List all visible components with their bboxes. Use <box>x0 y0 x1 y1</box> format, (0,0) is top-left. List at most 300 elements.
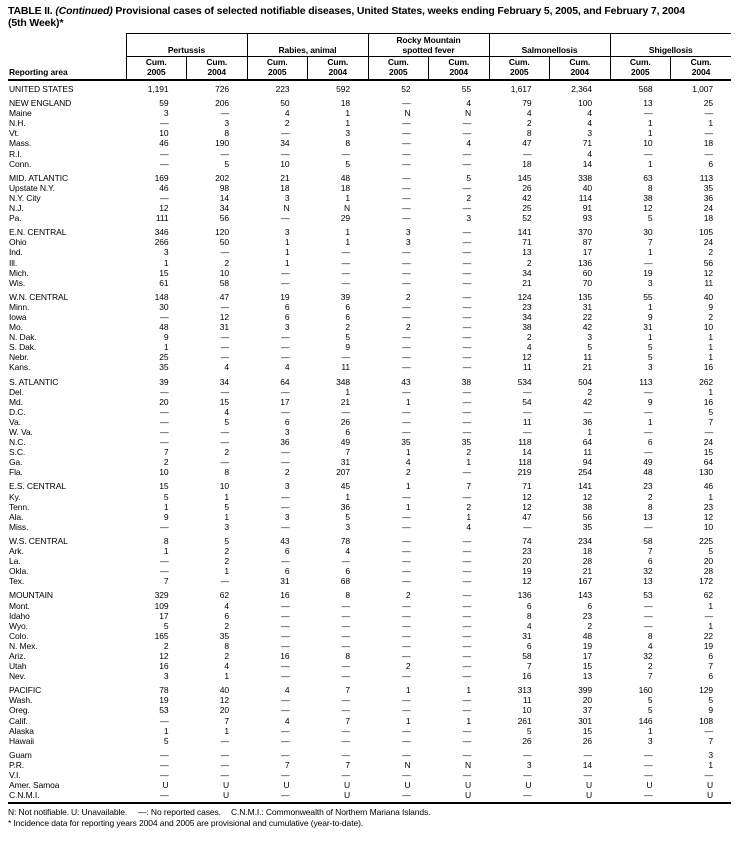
column-header-cum-2004: Cum. 2004 <box>308 57 369 81</box>
value-cell: — <box>281 277 290 288</box>
table-label: TABLE II. <box>8 5 53 17</box>
value-cell: — <box>462 620 472 631</box>
value-cell: — <box>462 158 472 169</box>
column-group-salmonellosis <box>489 34 610 57</box>
value-cell: 124 <box>517 291 532 302</box>
value-cell: 2 <box>405 590 411 601</box>
reporting-area-cell: S.C. <box>9 447 26 458</box>
value-cell: 20 <box>219 705 229 716</box>
value-cell: 60 <box>582 267 593 278</box>
value-cell: 62 <box>703 590 714 601</box>
value-cell: 6 <box>708 158 714 169</box>
value-cell: 71 <box>582 138 593 149</box>
value-cell: 26 <box>340 416 351 427</box>
value-cell: 225 <box>699 535 714 546</box>
value-cell: — <box>462 535 472 546</box>
value-cell: 7 <box>345 759 351 770</box>
value-cell: 35 <box>401 437 411 448</box>
value-cell: 313 <box>517 685 532 696</box>
value-cell: 1 <box>708 342 714 353</box>
value-cell: 5 <box>647 213 653 224</box>
value-cell: 1 <box>345 386 351 397</box>
value-cell: 7 <box>708 735 714 746</box>
area-header-spacer <box>8 34 126 57</box>
value-cell: 22 <box>703 630 714 641</box>
value-cell: — <box>462 556 472 567</box>
value-cell: 21 <box>280 172 290 183</box>
reporting-area-cell: Miss. <box>9 521 29 532</box>
value-cell: — <box>281 640 290 651</box>
reporting-area-cell: W.S. CENTRAL <box>9 535 68 546</box>
value-cell: 136 <box>578 257 593 268</box>
reporting-area-cell: Tex. <box>9 576 25 587</box>
value-cell: — <box>160 556 169 567</box>
value-cell: 1 <box>345 227 351 238</box>
value-cell: — <box>704 725 714 736</box>
reporting-area-cell: Fla. <box>9 467 23 478</box>
table-row <box>8 467 731 477</box>
value-cell: — <box>281 610 290 621</box>
value-cell: — <box>341 148 351 159</box>
value-cell: 4 <box>284 715 290 726</box>
value-cell: 2 <box>466 501 472 512</box>
value-cell: 2 <box>708 247 714 258</box>
column-header-cum-2004: Cum. 2004 <box>671 57 732 81</box>
value-cell: 5 <box>587 342 593 353</box>
value-cell: — <box>160 406 169 417</box>
value-cell: U <box>706 780 714 791</box>
value-cell: — <box>160 416 169 427</box>
value-cell: — <box>402 735 411 746</box>
value-cell: — <box>462 277 472 288</box>
value-cell: 47 <box>219 291 229 302</box>
value-cell: 4 <box>466 138 472 149</box>
value-cell: 45 <box>340 481 351 492</box>
value-cell: — <box>462 770 472 780</box>
value-cell: — <box>126 790 187 803</box>
value-cell: N <box>343 203 351 214</box>
value-cell: 143 <box>578 590 593 601</box>
value-cell: U <box>222 780 229 791</box>
value-cell: — <box>402 352 411 363</box>
value-cell: 113 <box>699 172 714 183</box>
value-cell: 9 <box>708 301 714 312</box>
value-cell: 167 <box>578 576 593 587</box>
table-row <box>8 556 731 566</box>
value-cell: 29 <box>340 213 351 224</box>
reporting-area-cell: Pa. <box>9 213 22 224</box>
value-cell: 31 <box>522 630 532 641</box>
value-cell: 346 <box>154 227 169 238</box>
value-cell: 6 <box>284 416 290 427</box>
value-cell: 36 <box>280 437 290 448</box>
value-cell: 10 <box>703 521 714 532</box>
reporting-area-cell: N.H. <box>9 118 26 129</box>
value-cell: 4 <box>526 108 532 119</box>
value-cell: 7 <box>345 447 351 458</box>
value-cell: 4 <box>466 521 472 532</box>
value-cell: 20 <box>159 396 169 407</box>
value-cell: — <box>341 749 351 760</box>
value-cell: — <box>402 203 411 214</box>
table-row <box>8 492 731 502</box>
reporting-area-cell: E.N. CENTRAL <box>9 227 67 238</box>
value-cell: 3 <box>587 332 593 343</box>
value-cell: — <box>341 257 351 268</box>
value-cell: U <box>671 790 732 803</box>
value-cell: 17 <box>582 650 593 661</box>
value-cell: — <box>402 770 411 780</box>
value-cell: — <box>402 148 411 159</box>
value-cell: 18 <box>280 182 290 193</box>
value-cell: 56 <box>219 213 229 224</box>
value-cell: 3 <box>284 227 290 238</box>
column-group-rabies-animal <box>247 34 368 57</box>
value-cell: — <box>341 556 351 567</box>
reporting-area-cell: Del. <box>9 386 24 397</box>
value-cell: 1 <box>647 247 653 258</box>
value-cell: 16 <box>522 671 532 682</box>
reporting-area-cell: Tenn. <box>9 501 30 512</box>
table-row <box>8 417 731 427</box>
value-cell: 40 <box>703 291 714 302</box>
value-cell: 35 <box>461 437 472 448</box>
value-cell: 1 <box>224 671 229 682</box>
value-cell: — <box>402 301 411 312</box>
value-cell: 206 <box>215 98 229 109</box>
value-cell: 3 <box>224 118 229 129</box>
value-cell: 592 <box>336 84 351 94</box>
value-cell: — <box>462 610 472 621</box>
value-cell: 16 <box>703 362 714 373</box>
value-cell: 1 <box>466 685 472 696</box>
value-cell: 2 <box>163 640 169 651</box>
value-cell: 2 <box>405 322 411 333</box>
value-cell: 2 <box>405 661 411 672</box>
value-cell: 24 <box>703 237 714 248</box>
legend-unavailable: U: Unavailable. <box>71 807 128 818</box>
value-cell: 129 <box>699 685 714 696</box>
value-cell: — <box>160 437 169 448</box>
value-cell: 2 <box>405 467 411 478</box>
value-cell: 38 <box>461 376 472 387</box>
value-cell: 3 <box>405 237 411 248</box>
value-cell: — <box>402 640 411 651</box>
value-cell: 98 <box>219 182 229 193</box>
value-cell: 56 <box>582 511 593 522</box>
table-row <box>8 169 731 183</box>
value-cell: 46 <box>703 481 714 492</box>
table-row <box>8 138 731 148</box>
value-cell: 6 <box>345 566 351 577</box>
value-cell: 12 <box>159 203 169 214</box>
table-row <box>8 407 731 417</box>
value-cell: — <box>160 715 169 726</box>
value-cell: 118 <box>518 457 532 468</box>
value-cell: — <box>523 770 532 780</box>
value-cell: 5 <box>708 546 714 557</box>
value-cell: 3 <box>163 671 169 682</box>
reporting-area-cell: Maine <box>9 108 32 119</box>
value-cell: 1 <box>647 725 653 736</box>
value-cell: 6 <box>284 546 290 557</box>
value-cell: 165 <box>154 630 169 641</box>
value-cell: 266 <box>154 237 169 248</box>
value-cell: 1,191 <box>147 84 169 94</box>
value-cell: 50 <box>280 98 290 109</box>
value-cell: 3 <box>647 277 653 288</box>
value-cell: — <box>402 749 411 760</box>
value-cell: 2 <box>224 447 229 458</box>
value-cell: 2 <box>224 620 229 631</box>
value-cell: 5 <box>708 695 714 706</box>
reporting-area-cell: Wyo. <box>9 620 28 631</box>
value-cell: 4 <box>284 685 290 696</box>
value-cell: 55 <box>643 291 653 302</box>
value-cell: 1 <box>647 128 653 139</box>
value-cell: 7 <box>466 481 472 492</box>
value-cell: 20 <box>582 695 593 706</box>
reporting-area-cell: Mass. <box>9 138 32 149</box>
value-cell: 32 <box>643 650 653 661</box>
value-cell: 1 <box>345 237 351 248</box>
value-cell: 30 <box>159 301 169 312</box>
reporting-area-cell: MOUNTAIN <box>9 590 53 601</box>
table-row <box>8 159 731 169</box>
value-cell: 14 <box>582 158 593 169</box>
value-cell: — <box>644 148 653 159</box>
reporting-area-cell: V.I. <box>9 770 21 780</box>
value-cell: 1 <box>647 332 653 343</box>
value-cell: — <box>402 630 411 641</box>
value-cell: 4 <box>647 640 653 651</box>
value-cell: 61 <box>159 277 169 288</box>
value-cell: — <box>462 128 472 139</box>
value-cell: — <box>160 311 169 322</box>
value-cell: — <box>402 671 411 682</box>
reporting-area-cell: Conn. <box>9 158 32 169</box>
value-cell: 91 <box>582 203 593 214</box>
value-cell: — <box>220 759 229 770</box>
value-cell: 62 <box>219 590 229 601</box>
value-cell: — <box>462 427 472 437</box>
table-row <box>8 716 731 726</box>
value-cell: 8 <box>345 138 351 149</box>
value-cell: 141 <box>517 227 532 238</box>
value-cell: 11 <box>522 416 532 427</box>
value-cell: 42 <box>522 192 532 203</box>
reporting-area-cell: Ga. <box>9 457 23 468</box>
value-cell: — <box>220 247 229 258</box>
group-label: Rocky Mountain <box>396 35 461 45</box>
value-cell: 2 <box>466 447 472 458</box>
value-cell: 1 <box>708 491 714 502</box>
value-cell: 19 <box>703 640 714 651</box>
value-cell: 1 <box>224 511 229 522</box>
value-cell: — <box>462 566 472 577</box>
value-cell: — <box>247 790 308 803</box>
value-cell: 1 <box>224 566 229 577</box>
value-cell: 3 <box>284 322 290 333</box>
value-cell: — <box>462 332 472 343</box>
value-cell: 8 <box>526 128 532 139</box>
value-cell: — <box>462 705 472 716</box>
value-cell: 2 <box>647 491 653 502</box>
value-cell: — <box>644 257 653 268</box>
value-cell: 34 <box>522 267 532 278</box>
value-cell: 172 <box>699 576 714 587</box>
table-row <box>8 108 731 118</box>
value-cell: 18 <box>522 158 532 169</box>
value-cell: 5 <box>466 172 472 183</box>
value-cell: 3 <box>587 128 593 139</box>
value-cell: — <box>341 267 351 278</box>
value-cell: — <box>341 620 351 631</box>
value-cell: — <box>462 491 472 502</box>
value-cell: 8 <box>345 590 351 601</box>
table-row <box>8 118 731 128</box>
value-cell: — <box>462 267 472 278</box>
value-cell: 12 <box>522 352 532 363</box>
value-cell: — <box>281 491 290 502</box>
value-cell: 5 <box>708 406 714 417</box>
value-cell: 38 <box>582 501 593 512</box>
value-cell: 11 <box>583 352 593 363</box>
value-cell: 46 <box>159 182 169 193</box>
value-cell: 141 <box>578 481 593 492</box>
table-continued-label: (Continued) <box>55 5 113 17</box>
value-cell: 12 <box>522 491 532 502</box>
value-cell: — <box>462 237 472 248</box>
value-cell: — <box>281 501 290 512</box>
value-cell: 223 <box>275 84 290 94</box>
value-cell: — <box>281 447 290 458</box>
value-cell: 8 <box>224 467 229 478</box>
value-cell: — <box>368 790 429 803</box>
value-cell: 262 <box>699 376 714 387</box>
value-cell: 5 <box>345 511 351 522</box>
value-cell: — <box>402 695 411 706</box>
value-cell: 146 <box>638 715 653 726</box>
value-cell: — <box>402 600 411 611</box>
reporting-area-cell: NEW ENGLAND <box>9 98 72 109</box>
value-cell: 7 <box>647 671 653 682</box>
reporting-area-cell: Amer. Samoa <box>9 780 60 791</box>
value-cell: 105 <box>699 227 714 238</box>
value-cell: — <box>644 600 653 611</box>
reporting-area-cell: Ariz. <box>9 650 26 661</box>
value-cell: — <box>281 406 290 417</box>
value-cell: — <box>462 600 472 611</box>
value-cell: — <box>341 671 351 682</box>
value-cell: 1 <box>405 501 411 512</box>
value-cell: — <box>462 725 472 736</box>
value-cell: 7 <box>345 685 351 696</box>
value-cell: 5 <box>526 725 532 736</box>
table-row <box>8 362 731 372</box>
table-row <box>8 651 731 661</box>
value-cell: — <box>341 610 351 621</box>
value-cell: 5 <box>224 416 229 427</box>
reporting-area-cell: Mich. <box>9 267 29 278</box>
column-header-cum-2005: Cum. 2005 <box>368 57 429 81</box>
value-cell: 42 <box>582 396 593 407</box>
value-cell: — <box>281 600 290 611</box>
value-cell: 22 <box>582 311 593 322</box>
reporting-area-cell: Iowa <box>9 311 27 322</box>
value-cell: 15 <box>703 447 714 458</box>
value-cell: 1 <box>345 192 351 203</box>
value-cell: U <box>464 780 472 791</box>
table-row <box>8 213 731 223</box>
value-cell: 118 <box>518 437 532 448</box>
value-cell: 93 <box>582 213 593 224</box>
value-cell: 11 <box>522 695 532 706</box>
value-cell: — <box>402 213 411 224</box>
value-cell: — <box>220 437 229 448</box>
value-cell: 1 <box>708 332 714 343</box>
value-cell: 11 <box>704 277 714 288</box>
value-cell: 1 <box>224 491 229 502</box>
table-row <box>8 427 731 437</box>
value-cell: — <box>402 128 411 139</box>
value-cell: 34 <box>219 376 229 387</box>
value-cell: 78 <box>340 535 351 546</box>
value-cell: — <box>341 630 351 641</box>
value-cell: — <box>220 352 229 363</box>
value-cell: — <box>402 247 411 258</box>
table-row <box>8 128 731 138</box>
value-cell: 5 <box>345 158 351 169</box>
value-cell: 3 <box>284 192 290 203</box>
value-cell: 2 <box>345 322 351 333</box>
value-cell: 1 <box>405 447 411 458</box>
value-cell: N <box>464 759 472 770</box>
value-cell: 30 <box>643 227 653 238</box>
column-header-cum-2004: Cum. 2004 <box>187 57 248 81</box>
value-cell: 4 <box>224 600 229 611</box>
value-cell: — <box>462 342 472 353</box>
value-cell: — <box>402 427 411 437</box>
value-cell: — <box>462 322 472 333</box>
value-cell: — <box>523 427 532 437</box>
value-cell: 1 <box>466 511 472 522</box>
value-cell: — <box>281 735 290 746</box>
table-row <box>8 288 731 302</box>
value-cell: — <box>281 695 290 706</box>
value-cell: 9 <box>647 311 653 322</box>
value-cell: 3 <box>284 481 290 492</box>
value-cell: — <box>402 511 411 522</box>
value-cell: — <box>462 362 472 373</box>
value-cell: 15 <box>219 396 229 407</box>
value-cell: 10 <box>703 322 714 333</box>
value-cell: 7 <box>224 715 229 726</box>
disease-table <box>8 33 731 804</box>
value-cell: 28 <box>703 566 714 577</box>
table-row <box>8 502 731 512</box>
value-cell: — <box>160 521 169 532</box>
value-cell: — <box>281 556 290 567</box>
reporting-area-cell: Minn. <box>9 301 30 312</box>
value-cell: — <box>341 352 351 363</box>
reporting-area-cell: Mo. <box>9 322 23 333</box>
value-cell: — <box>220 749 229 760</box>
value-cell: — <box>341 661 351 672</box>
value-cell: 111 <box>155 213 169 224</box>
table-row <box>8 397 731 407</box>
table-row <box>8 611 731 621</box>
